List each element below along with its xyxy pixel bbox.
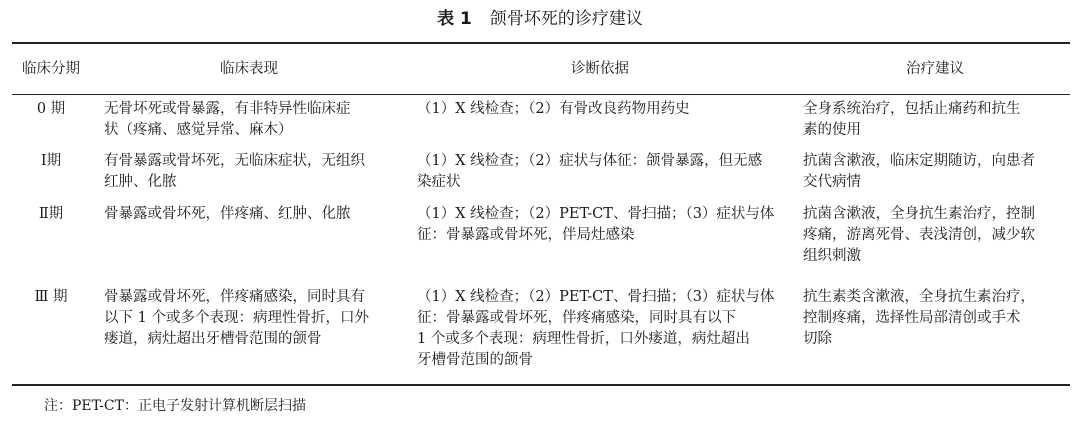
symptoms-line: 有骨暴露或骨坏死，无临床症状，无组织 — [104, 153, 365, 169]
diagnosis-line: 征：骨暴露或骨坏死，伴疼痛感染，同时具有以下 — [417, 310, 736, 326]
stage-cell — [12, 99, 90, 120]
header-rule — [12, 94, 1070, 95]
stage-cell — [12, 204, 90, 225]
symptoms-line: 无骨坏死或骨暴露，有非特异性临床症 — [104, 101, 351, 117]
diagnosis-line: 征：骨暴露或骨坏死，伴局灶感染 — [417, 227, 635, 243]
stage-cell — [12, 151, 90, 172]
diagnosis-line: （1）X 线检查；（2）PET-CT、骨扫描；（3）症状与体 — [417, 206, 775, 222]
diagnosis-line: 牙槽骨范围的颌骨 — [417, 352, 533, 368]
treatment-line: 全身系统治疗，包括止痛药和抗生 — [803, 101, 1021, 117]
table-number: 表 1 — [437, 9, 472, 29]
symptoms-line: 瘘道，病灶超出牙槽骨范围的颌骨 — [104, 331, 322, 347]
table-note: 注：PET-CT：正电子发射计算机断层扫描 — [44, 398, 306, 414]
stage-line: Ⅲ 期 — [34, 289, 68, 305]
diagnosis-line: 1 个或多个表现：病理性骨折，口外瘘道，病灶超出 — [417, 331, 750, 347]
treatment-line: 抗生素类含漱液，全身抗生素治疗， — [803, 289, 1035, 305]
header-diagnosis: 诊断依据 — [571, 61, 629, 77]
symptoms-line: 以下 1 个或多个表现：病理性骨折，口外 — [104, 310, 369, 326]
treatment-line: 抗菌含漱液，全身抗生素治疗，控制 — [803, 206, 1035, 222]
symptoms-line: 骨暴露或骨坏死，伴疼痛、红肿、化脓 — [104, 206, 351, 222]
treatment-line: 组织刺激 — [803, 248, 861, 264]
stage-line: Ⅰ期 — [40, 153, 62, 169]
symptoms-cell — [104, 287, 369, 350]
treatment-cell — [803, 204, 1035, 267]
treatment-line: 素的使用 — [803, 122, 861, 138]
treatment-cell — [803, 151, 1035, 193]
treatment-line: 控制疼痛，选择性局部清创或手术 — [803, 310, 1021, 326]
table-title: 颌骨坏死的诊疗建议 — [489, 9, 643, 29]
stage-line: 0 期 — [36, 101, 66, 117]
diagnosis-line: （1）X 线检查；（2）症状与体征：颌骨暴露，但无感 — [417, 153, 763, 169]
diagnosis-cell — [417, 151, 762, 193]
stage-line: Ⅱ期 — [38, 206, 64, 222]
treatment-cell — [803, 99, 1021, 141]
treatment-line: 抗菌含漱液，临床定期随访，向患者 — [803, 153, 1035, 169]
diagnosis-cell — [417, 287, 774, 371]
diagnosis-line: （1）X 线检查；（2）有骨改良药物用药史 — [417, 101, 690, 117]
treatment-line: 疼痛，游离死骨、表浅清创，减少软 — [803, 227, 1035, 243]
symptoms-line: 状（疼痛、感觉异常、麻木） — [104, 122, 293, 138]
header-stage: 临床分期 — [22, 61, 80, 77]
symptoms-line: 红肿、化脓 — [104, 174, 177, 190]
stage-cell — [12, 287, 90, 308]
header-symptoms: 临床表现 — [220, 61, 278, 77]
diagnosis-line: 染症状 — [417, 174, 461, 190]
bottom-rule — [12, 384, 1070, 386]
symptoms-cell — [104, 99, 351, 141]
symptoms-cell — [104, 151, 365, 193]
table-caption — [0, 7, 1080, 31]
diagnosis-cell — [417, 204, 774, 246]
treatment-cell — [803, 287, 1035, 350]
header-treatment: 治疗建议 — [906, 61, 964, 77]
symptoms-line: 骨暴露或骨坏死，伴疼痛感染，同时具有 — [104, 289, 365, 305]
diagnosis-cell — [417, 99, 690, 120]
diagnosis-line: （1）X 线检查；（2）PET-CT、骨扫描；（3）症状与体 — [417, 289, 775, 305]
top-rule — [12, 42, 1070, 44]
treatment-line: 交代病情 — [803, 174, 861, 190]
symptoms-cell — [104, 204, 351, 225]
treatment-line: 切除 — [803, 331, 832, 347]
